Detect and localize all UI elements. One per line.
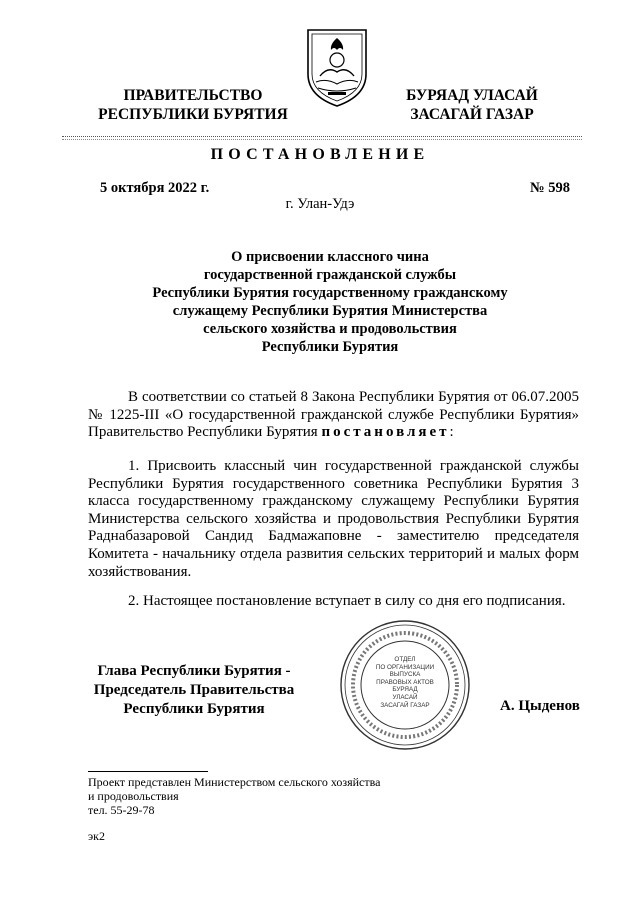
title-line: государственной гражданской службы [203, 267, 457, 283]
preamble-paragraph [88, 389, 579, 442]
title-line: О присвоении классного чина [231, 249, 429, 265]
gov-bua-line2: ЗАСАГАЙ ГАЗАР [410, 106, 534, 123]
footnote [88, 775, 380, 818]
government-name-buryat [392, 86, 552, 124]
preamble-text: В соответствии со статьей 8 Закона Республики Бурятия от 06.07.2005 № 1225-III «О государственной гражданской службе Республики Бурятия» Правительство Республики Бурятия [88, 389, 579, 441]
title-line: Республики Бурятия государственному гражданскому [152, 285, 508, 301]
item-2-paragraph [88, 593, 579, 611]
gov-ru-line2: РЕСПУБЛИКИ БУРЯТИЯ [98, 106, 288, 123]
stamp-line: УЛАСАЙ [392, 693, 418, 701]
document-date: 5 октября 2022 г. [100, 180, 210, 196]
footnote-phone: тел. 55-29-78 [88, 803, 155, 818]
decree-colon: : [449, 424, 454, 441]
item-2-text: 2. Настоящее постановление вступает в силу со дня его подписания. [128, 593, 566, 609]
footnote-line1: Проект представлен Министерством сельского хозяйства [88, 775, 381, 789]
title-line: Республики Бурятия [261, 339, 399, 355]
gov-bua-line1: БУРЯАД УЛАСАЙ [406, 87, 538, 104]
position-line2: Председатель Правительства [93, 682, 295, 698]
coat-of-arms-icon [300, 22, 374, 108]
document-city: г. Улан-Удэ [285, 196, 355, 212]
stamp-line: ПРАВОВЫХ АКТОВ [376, 678, 434, 686]
document-title [120, 248, 540, 356]
government-name-russian [88, 86, 298, 124]
document-type: ПОСТАНОВЛЕНИЕ [210, 146, 430, 163]
position-line3: Республики Бурятия [123, 701, 265, 717]
document-number: № 598 [530, 180, 570, 196]
header-divider [62, 136, 582, 137]
stamp-line: ЗАСАГАЙ ГАЗАР [380, 701, 430, 709]
footnote-line2: и продовольствия [88, 789, 179, 804]
stamp-line: ПО ОРГАНИЗАЦИИ [375, 663, 435, 671]
stamp-line: ВЫПУСКА [389, 671, 421, 679]
gov-ru-line1: ПРАВИТЕЛЬСТВО [123, 87, 263, 104]
signatory-name: А. Цыденов [500, 698, 580, 714]
stamp-text [368, 656, 442, 709]
signatory-position [88, 662, 300, 719]
footnote-divider [88, 771, 208, 772]
decree-word: постановляет [321, 424, 450, 441]
stamp-line: ОТДЕЛ [394, 656, 416, 663]
title-line: сельского хозяйства и продовольствия [203, 321, 457, 337]
title-line: служащему Республики Бурятия Министерства [172, 303, 488, 319]
item-1-paragraph [88, 458, 579, 581]
document-code: эк2 [88, 829, 105, 843]
position-line1: Глава Республики Бурятия - [97, 663, 291, 679]
stamp-line: БУРЯАД [392, 686, 418, 694]
item-1-text: 1. Присвоить классный чин государственной гражданской службы Республики Бурятия государственного советника Республики Бурятия 3 класса государственному гражданскому служащему Республики Бурятия Министерства сельского хозяйства и продовольствия Республики Бурятия Раднабазаровой Сандид Бадмажаповне - заместителю председателя Комитета - начальнику отдела развития сельских территорий и малых форм хозяйствования. [88, 458, 579, 580]
header-divider-secondary [62, 139, 582, 140]
